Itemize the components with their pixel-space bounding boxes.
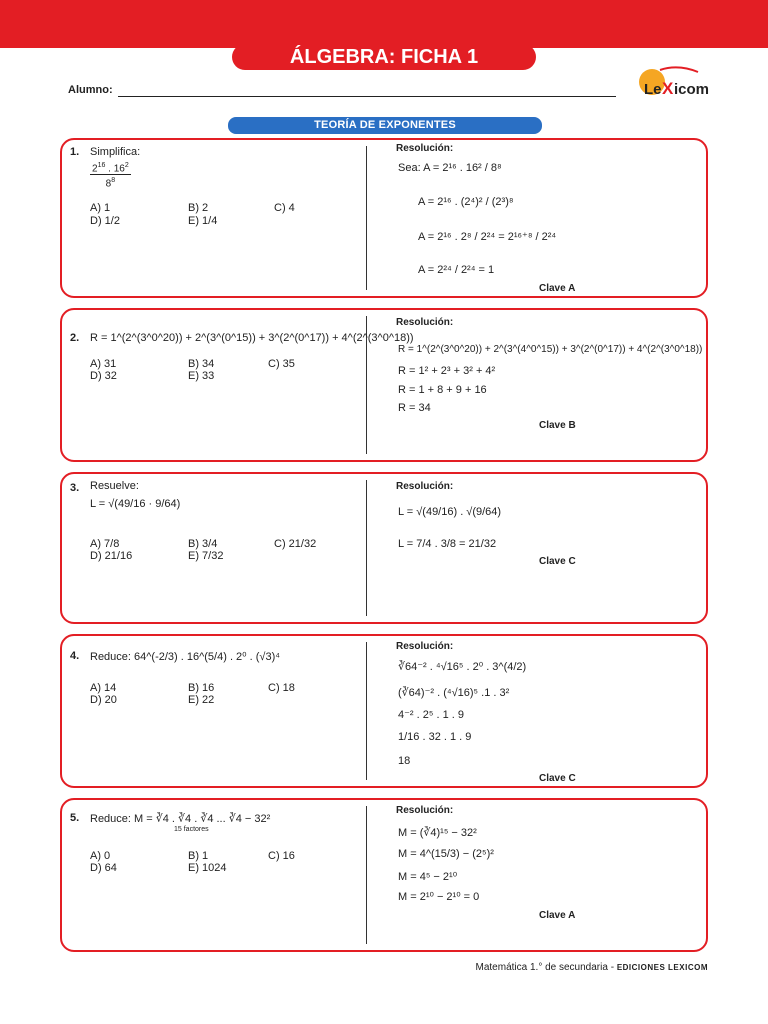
problem-1-box xyxy=(60,138,708,298)
resolution-step: 4⁻² . 2⁵ . 1 . 9 xyxy=(398,709,465,721)
option-c: C) 35 xyxy=(268,358,295,370)
svg-text:X: X xyxy=(662,79,674,98)
column-divider xyxy=(366,642,367,780)
problem-number: 2. xyxy=(70,332,80,344)
option-b: B) 34 xyxy=(188,358,215,370)
problem-2-box xyxy=(60,308,708,462)
factors-note: 15 factores xyxy=(174,826,209,833)
column-divider xyxy=(366,480,367,616)
resolution-step: 18 xyxy=(398,755,411,767)
resolution-label: Resolución: xyxy=(396,481,454,492)
option-c: C) 18 xyxy=(268,682,295,694)
option-a: A) 0 xyxy=(90,850,111,862)
option-b: B) 1 xyxy=(188,850,209,862)
option-d: D) 20 xyxy=(90,694,117,706)
resolution-step: 1/16 . 32 . 1 . 9 xyxy=(398,731,472,743)
student-label: Alumno: xyxy=(68,84,113,96)
svg-text:Le: Le xyxy=(644,81,662,98)
resolution-step: M = 2¹⁰ − 2¹⁰ = 0 xyxy=(398,891,480,903)
option-d: D) 21/16 xyxy=(90,550,133,562)
problem-prompt: Reduce: 64^(-2/3) . 16^(5/4) . 2⁰ . (√3)⁴ xyxy=(90,651,280,663)
option-e: E) 33 xyxy=(188,370,215,382)
problem-expression: L = √(49/16 · 9/64) xyxy=(90,498,181,510)
student-name-line xyxy=(118,96,616,97)
problem-prompt: R = 1^(2^(3^0^20)) + 2^(3^(0^15)) + 3^(2^(0^17)) + 4^(2^(3^0^18)) xyxy=(90,332,414,344)
resolution-step: A = 2¹⁶ . (2⁴)² / (2³)⁸ xyxy=(418,196,514,208)
column-divider xyxy=(366,806,367,944)
problem-prompt: Simplifica: xyxy=(90,146,141,158)
option-e: E) 22 xyxy=(188,694,215,706)
footer-publisher: EDICIONES LEXICOM xyxy=(616,963,708,972)
option-c: C) 21/32 xyxy=(274,538,317,550)
top-red-band xyxy=(0,0,768,48)
resolution-step: Sea: A = 2¹⁶ . 16² / 8⁸ xyxy=(398,162,502,174)
option-a: A) 1 xyxy=(90,202,111,214)
problem-3-box xyxy=(60,472,708,624)
resolution-label: Resolución: xyxy=(396,317,454,328)
problem-4-box xyxy=(60,634,708,788)
lexicom-logo xyxy=(638,64,714,112)
resolution-step: R = 34 xyxy=(398,402,431,414)
resolution-step: L = √(49/16) . √(9/64) xyxy=(398,506,502,518)
resolution-step: L = 7/4 . 3/8 = 21/32 xyxy=(398,538,497,550)
resolution-step: R = 1² + 2³ + 3² + 4² xyxy=(398,365,496,377)
problem-5-box xyxy=(60,798,708,952)
problem-number: 5. xyxy=(70,812,80,824)
resolution-step: (∛64)⁻² . (⁴√16)⁵ .1 . 3² xyxy=(398,687,510,699)
option-b: B) 16 xyxy=(188,682,215,694)
resolution-label: Resolución: xyxy=(396,143,454,154)
problem-number: 1. xyxy=(70,146,80,158)
option-c: C) 4 xyxy=(274,202,295,214)
problem-number: 3. xyxy=(70,482,80,494)
answer-key: Clave A xyxy=(539,910,576,921)
option-e: E) 1024 xyxy=(188,862,227,874)
option-b: B) 3/4 xyxy=(188,538,218,550)
resolution-step: M = 4⁵ − 2¹⁰ xyxy=(398,871,458,883)
option-a: A) 31 xyxy=(90,358,117,370)
column-divider xyxy=(366,146,367,290)
resolution-step: M = 4^(15/3) − (2⁵)² xyxy=(398,848,494,860)
resolution-step: R = 1 + 8 + 9 + 16 xyxy=(398,384,487,396)
resolution-label: Resolución: xyxy=(396,641,454,652)
answer-key: Clave C xyxy=(539,773,576,784)
option-e: E) 1/4 xyxy=(188,215,218,227)
page-footer xyxy=(476,962,708,973)
resolution-step: A = 2¹⁶ . 2⁸ / 2²⁴ = 2¹⁶⁺⁸ / 2²⁴ xyxy=(418,231,557,243)
option-e: E) 7/32 xyxy=(188,550,224,562)
section-title: TEORÍA DE EXPONENTES xyxy=(228,117,542,134)
problem-number: 4. xyxy=(70,650,80,662)
page-title: ÁLGEBRA: FICHA 1 xyxy=(232,44,536,70)
resolution-step: R = 1^(2^(3^0^20)) + 2^(3^(4^0^15)) + 3^(2^(0^17)) + 4^(2^(3^0^18)) xyxy=(398,344,703,355)
answer-key: Clave C xyxy=(539,556,576,567)
problem-prompt: Resuelve: xyxy=(90,480,139,492)
svg-text:icom: icom xyxy=(674,81,710,98)
answer-key: Clave B xyxy=(539,420,576,431)
option-d: D) 64 xyxy=(90,862,117,874)
resolution-label: Resolución: xyxy=(396,805,454,816)
option-b: B) 2 xyxy=(188,202,209,214)
option-c: C) 16 xyxy=(268,850,295,862)
option-d: D) 1/2 xyxy=(90,215,120,227)
problem-expression: $\frac{2^{16} . 16^2}{8^8}$ xyxy=(92,162,129,190)
answer-key: Clave A xyxy=(539,283,576,294)
resolution-step: A = 2²⁴ / 2²⁴ = 1 xyxy=(418,264,495,276)
option-d: D) 32 xyxy=(90,370,117,382)
option-a: A) 14 xyxy=(90,682,117,694)
problem-prompt: Reduce: M = ∛4 . ∛4 . ∛4 ... ∛4 − 32² xyxy=(90,813,271,825)
resolution-step: ∛64⁻² . ⁴√16⁵ . 2⁰ . 3^(4/2) xyxy=(398,661,527,673)
option-a: A) 7/8 xyxy=(90,538,120,550)
footer-text: Matemática 1.° de secundaria - xyxy=(475,962,615,973)
resolution-step: M = (∛4)¹⁵ − 32² xyxy=(398,827,477,839)
